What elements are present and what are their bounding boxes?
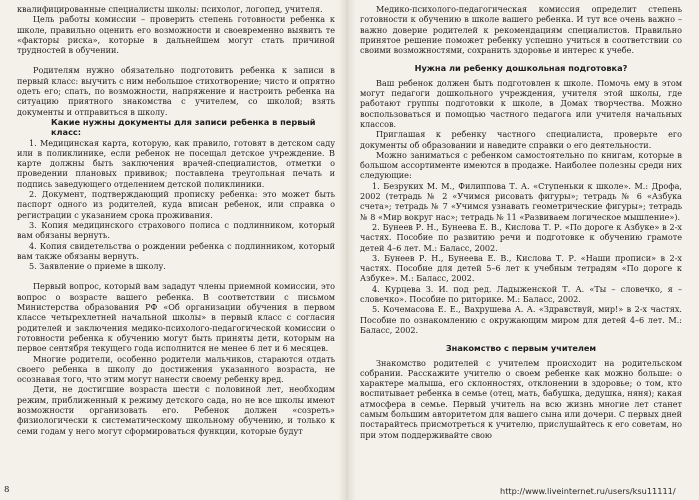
list-item: 4. Копия свидетельства о рождении ребенка с подлинником, который вам также обязаны вернуть. bbox=[17, 240, 335, 261]
reference-item: 5. Кочемасова Е. Е., Вахрушева А. А. «Здравствуй, мир!» в 2-х частях. Пособие по ознакомлению с окружающим миром для детей 4–6 лет. М.: Баласс, 2002. bbox=[360, 304, 682, 335]
list-item: 5. Заявление о приеме в школу. bbox=[29, 261, 166, 272]
book-gutter bbox=[338, 0, 356, 500]
paragraph: Ваш ребенок должен быть подготовлен к школе. Помочь ему в этом могут педагоги дошкольного учреждения, учителя этой школы, где работают группы подготовки к школе, в Домах творчества. Можно воспользоваться и помощью частного педагога или учителя начальных классов. bbox=[360, 77, 682, 129]
paragraph: Можно заниматься с ребенком самостоятельно по книгам, которые в большом ассортименте имеются в продаже. Наиболее полезны среди них следующие: bbox=[360, 149, 682, 181]
list-item: 1. Медицинская карта, которую, как правило, готовят в детском саду или в поликлинике, если ребенок не посещал детское учреждение. В карте должны быть заключения врачей-специалистов, отметки о проведении плановых прививок; поставлена треугольная печать и подпись заведующего отделением детской поликлиники. bbox=[17, 137, 335, 189]
right-page bbox=[360, 0, 682, 500]
page-number: 8 bbox=[4, 485, 10, 495]
reference-item: 4. Курцева З. И. под ред. Ладыженской Т. А. «Ты – словечко, я – словечко». Пособие по риторике. М.: Баласс, 2002. bbox=[360, 283, 682, 305]
watermark-url: http://www.liveinternet.ru/users/ksu11111/ bbox=[500, 486, 676, 496]
paragraph: Знакомство родителей с учителем происходит на родительском собрании. Расскажите учителю о своем ребенке как можно больше: о характере малыша, его склонностях, отклонении в здоровье; о том, кто воспитывает ребенка в семье (отец, мать, бабушка, дедушка, няня); какая атмосфера в семье. Первый учитель на всю жизнь многие лет станет самым большим авторитетом для вашего сына или дочери. С первых дней постарайтесь присмотреться к учителю, прислушайтесь к его советам, но при этом поддерживайте свою bbox=[360, 357, 682, 440]
list-item: 3. Копия медицинского страхового полиса с подлинником, который вам обязаны вернуть. bbox=[17, 219, 335, 241]
paragraph: Многие родители, особенно родители мальчиков, стараются отдать своего ребенка в школу до достижения указанного возраста, не осознавая того, что этим могут нанести своему ребенку вред. bbox=[17, 353, 335, 385]
reference-item: 2. Бунеев Р. Н., Бунеева Е. В., Кислова Т. Р. «По дороге к Азбуке» в 2-х частях. Пособие по развитию речи и подготовке к обучению грамоте детей 4–6 лет. М.: Баласс, 2002. bbox=[360, 221, 682, 253]
paragraph: Родителям нужно обязательно подготовить ребенка к записи в первый класс: выучить с ним небольшое стихотворение; чисто и опрятно одеть его; спать, по возможности, напряжение и настроить ребенка на ситуацию приятного знакомства с учителем, со школой; взять документы и отправиться в школу. bbox=[17, 65, 335, 117]
reference-item: 3. Бунеев Р. Н., Бунеева Е. В., Кислова Т. Р. «Наши прописи» в 2-х частях. Пособие для детей 5–6 лет к учебным тетрадям «По дороге к Азбуке». М.: Баласс, 2002. bbox=[360, 252, 682, 284]
paragraph: Первый вопрос, который вам зададут члены приемной комиссии, это вопрос о возрасте вашего ребенка. В соответствии с письмом Министерства образования РФ «Об организации обучения в первом классе четырехлетней начальной школы» в первый класс с согласия родителей и заключения медико-психолого-педагогической комиссии о готовности ребенка к обучению могут быть приняты дети, которым на первое сентября текущего года исполнится не менее 6 лет и 6 месяцев. bbox=[17, 281, 335, 354]
list-item: 2. Документ, подтверждающий прописку ребенка: это может быть паспорт одного из родителей, куда вписан ребенок, или справка о регистрации с указанием срока проживания. bbox=[17, 189, 335, 220]
paragraph: Цель работы комиссии – проверить степень готовности ребенка к школе, правильно оценить его возможности и своевременно выявить те «факторы риска», которые в дальнейшем могут стать причиной трудностей в обучении. bbox=[17, 14, 335, 56]
left-page bbox=[17, 0, 335, 500]
section-heading: Знакомство с первым учителем bbox=[445, 343, 597, 354]
section-heading: Какие нужны документы для записи ребенка в первый класс: bbox=[51, 116, 316, 138]
paragraph: квалифицированные специалисты школы: психолог, логопед, учителя. bbox=[17, 4, 323, 14]
paragraph: Дети, не достигшие возраста шести с половиной лет, необходим режим, приближенный к режиму детского сада, но не все школы имеют возможности организовать его. Ребенок должен «созреть» физиологически к систематическому школьному обучению, и только к семи годам у него могут сформироваться функции, которые будут bbox=[17, 384, 335, 436]
paragraph: Медико-психолого-педагогическая комиссия определит степень готовности к обучению в школе вашего ребенка. И тут все очень важно – важно доверие родителей к рекомендациям специалистов. Правильно принятое решение поможет ребенку успешно учиться в соответствии со своими возможностями, сохранить здоровье и интерес к учебе. bbox=[360, 4, 682, 56]
reference-item: 1. Безруких М. М., Филиппова Т. А. «Ступеньки к школе». М.: Дрофа, 2002 (тетрадь № 2 «Учимся рисовать фигуры»; тетрадь № 6 «Азбука счета»; тетрадь № 7 «Учимся узнавать геометрические фигуры»; тетрадь № 8 «Мир вокруг нас»; тетрадь № 11 «Развиваем логическое мышление»). bbox=[360, 180, 682, 222]
section-heading: Нужна ли ребенку дошкольная подготовка? bbox=[414, 63, 628, 74]
paragraph: Приглашая к ребенку частного специалиста, проверьте его документы об образовании и наведите справки о его деятельности. bbox=[360, 129, 682, 150]
